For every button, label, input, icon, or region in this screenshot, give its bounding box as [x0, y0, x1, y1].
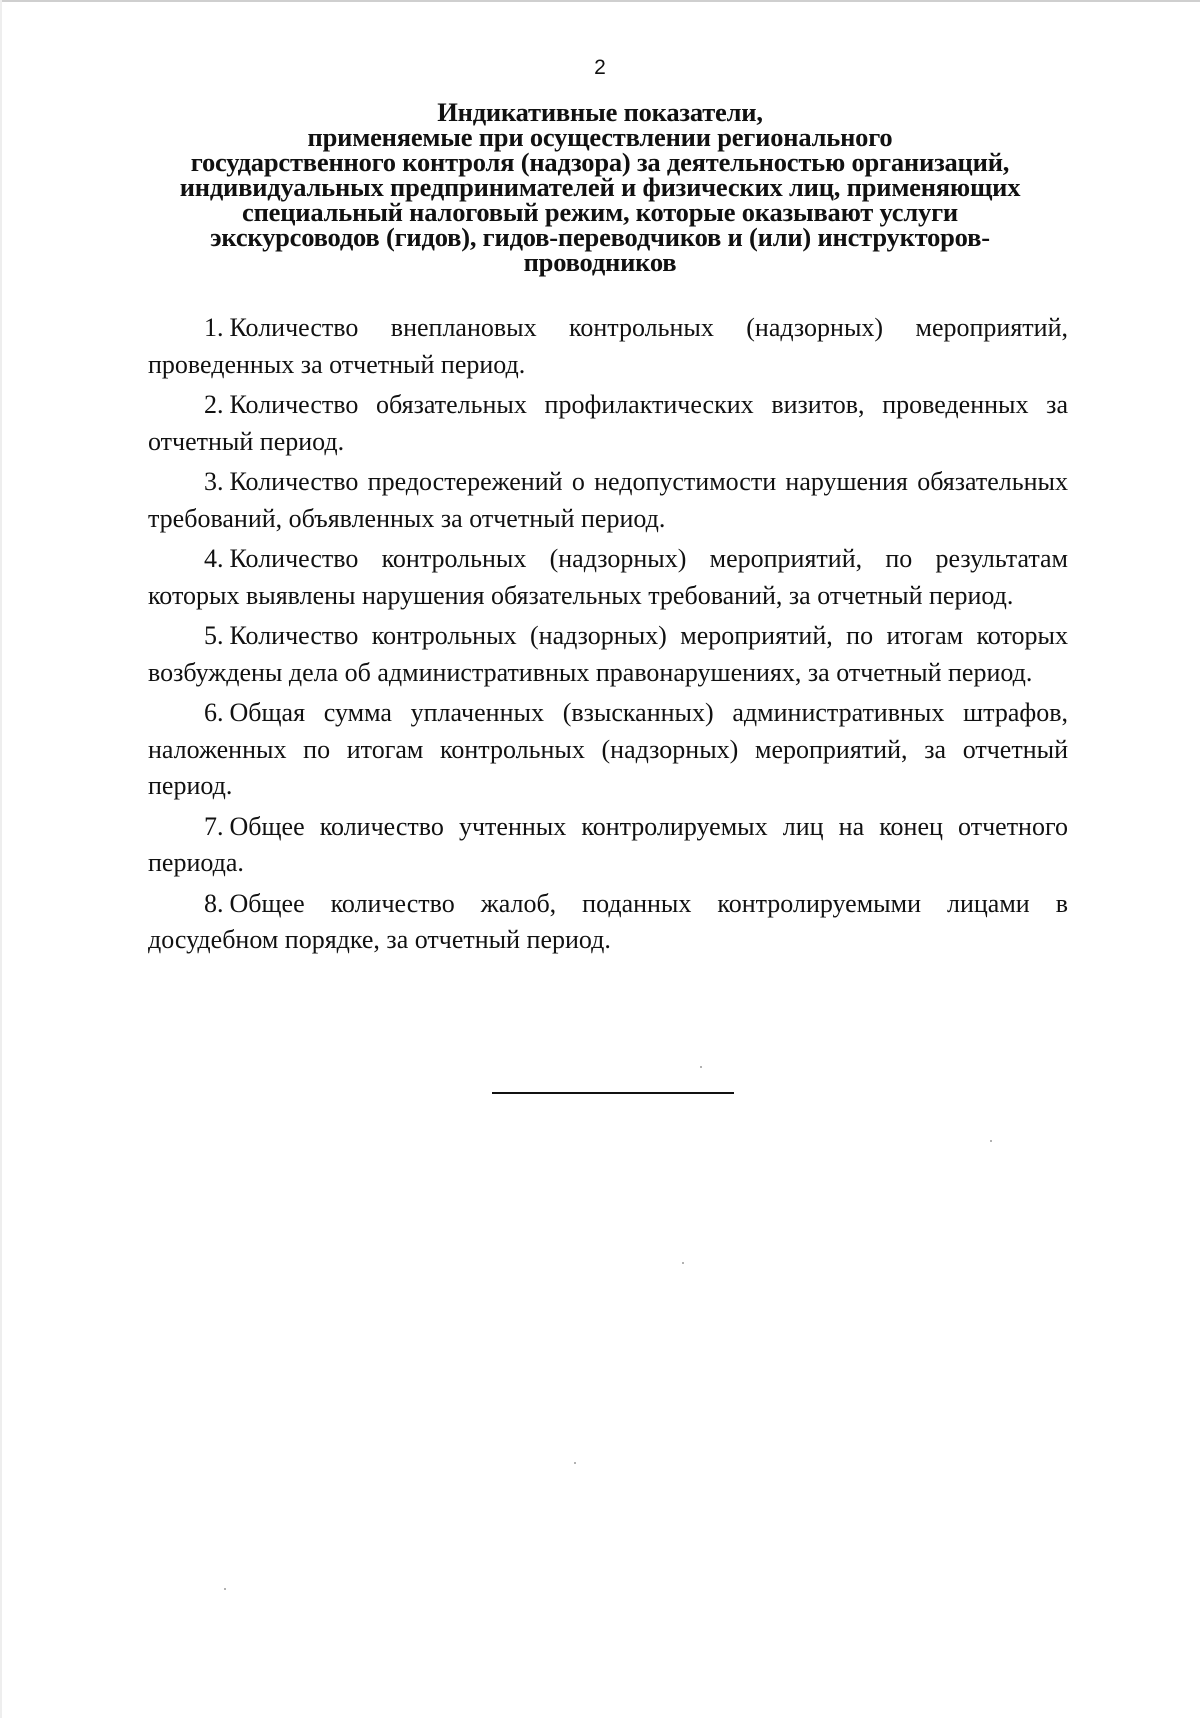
item-text: Количество предостережений о недопустимости нарушения обязательных требований, объявленных за отчетный период.: [148, 467, 1068, 533]
item-number: 7.: [204, 811, 224, 841]
item-text: Общее количество жалоб, поданных контролируемыми лицами в досудебном порядке, за отчетный период.: [148, 888, 1068, 954]
list-item: [148, 886, 1068, 959]
title-line: специальный налоговый режим, которые оказывают услуги: [242, 197, 958, 227]
item-text: Количество внеплановых контрольных (надзорных) мероприятий, проведенных за отчетный период.: [148, 313, 1068, 379]
title-line: государственного контроля (надзора) за деятельностью организаций,: [190, 147, 1010, 177]
scan-speck: [990, 1140, 992, 1142]
item-number: 8.: [204, 888, 224, 918]
page-left-edge: [0, 0, 2, 1718]
title-line: применяемые при осуществлении регионального: [307, 122, 893, 152]
scan-speck: [682, 1262, 684, 1264]
item-number: 4.: [204, 544, 224, 573]
list-item: [148, 387, 1068, 460]
indicator-list: [148, 310, 1068, 963]
list-item: [148, 695, 1068, 805]
title-line: проводников: [523, 247, 677, 277]
scan-speck: [224, 1588, 226, 1590]
item-number: 6.: [204, 698, 224, 727]
item-text: Количество контрольных (надзорных) мероприятий, по результатам которых выявлены нарушения обязательных требований, за отчетный период.: [148, 544, 1068, 610]
item-text: Общее количество учтенных контролируемых лиц на конец отчетного периода.: [148, 811, 1068, 877]
list-item: [148, 618, 1068, 691]
item-number: 3.: [204, 467, 224, 496]
scan-speck: [700, 1066, 702, 1068]
item-number: 5.: [204, 621, 224, 650]
title-line: Индикативные показатели,: [437, 97, 763, 127]
page-top-edge: [0, 0, 1200, 2]
item-text: Общая сумма уплаченных (взысканных) административных штрафов, наложенных по итогам контрольных (надзорных) мероприятий, за отчетный период.: [148, 698, 1068, 800]
item-text: Количество контрольных (надзорных) мероприятий, по итогам которых возбуждены дела об административных правонарушениях, за отчетный период.: [148, 621, 1068, 687]
item-text: Количество обязательных профилактических визитов, проведенных за отчетный период.: [148, 390, 1068, 456]
document-title: [130, 97, 1070, 277]
list-item: [148, 809, 1068, 882]
list-item: [148, 541, 1068, 614]
title-line: индивидуальных предпринимателей и физических лиц, применяющих: [179, 172, 1021, 202]
list-item: [148, 464, 1068, 537]
title-line: экскурсоводов (гидов), гидов-переводчиков и (или) инструкторов-: [210, 222, 990, 252]
scan-speck: [574, 1462, 576, 1464]
page-number: 2: [594, 56, 606, 79]
end-divider-line: [492, 1092, 734, 1094]
item-number: 2.: [204, 390, 224, 419]
item-number: 1.: [204, 313, 224, 342]
list-item: [148, 310, 1068, 383]
